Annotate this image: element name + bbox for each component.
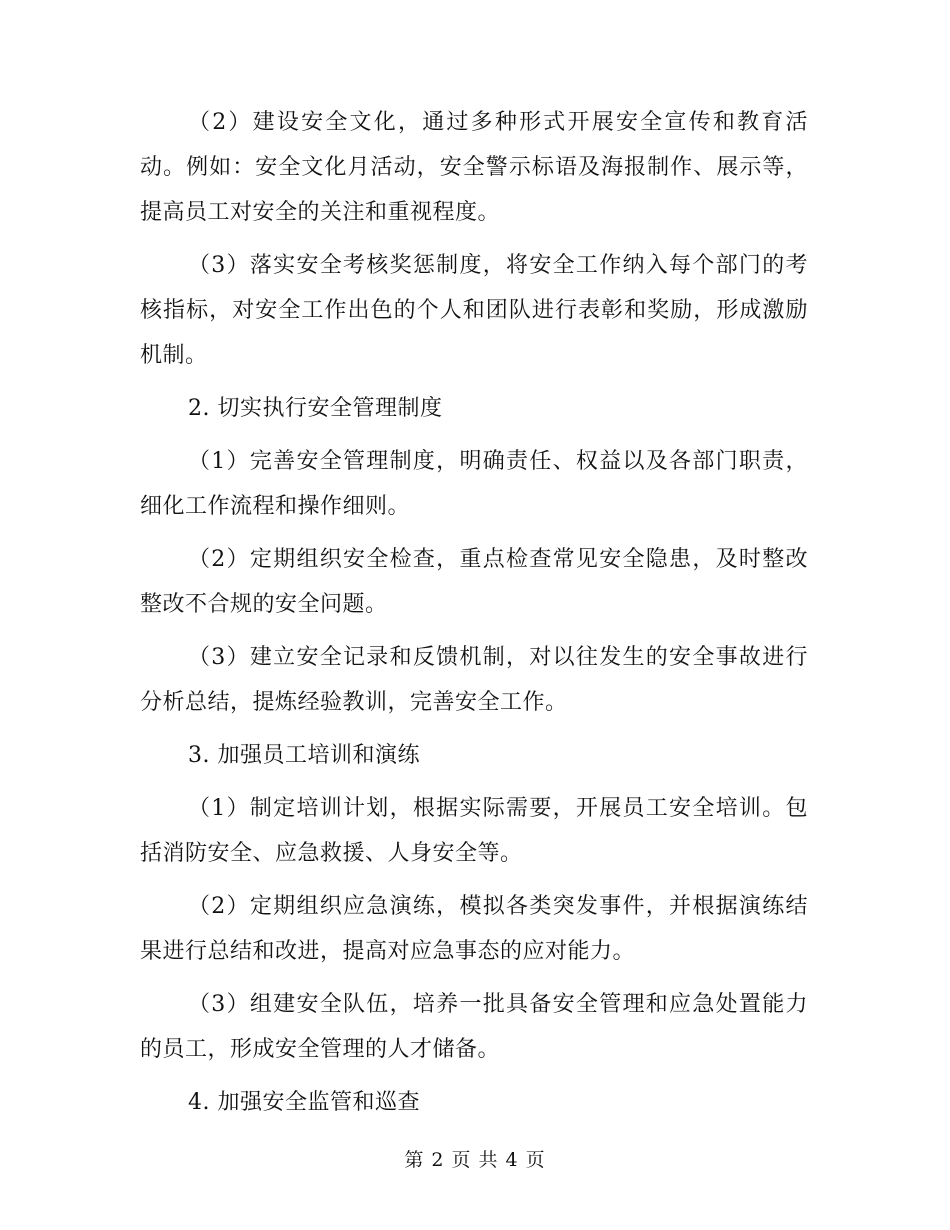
page-number-footer: 第 2 页 共 4 页 [404,1149,546,1171]
section-heading-3: 3. 加强员工培训和演练 [188,743,420,768]
paragraph-culture: （2）建设安全文化，通过多种形式开展安全宣传和教育活动。例如：安全文化月活动，安全警示标语及海报制作、展示等，提高员工对安全的关注和重视程度。 [140,110,808,225]
paragraph-assessment: （3）落实安全考核奖惩制度，将安全工作纳入每个部门的考核指标，对安全工作出色的个人和团队进行表彰和奖励，形成激励机制。 [140,253,808,368]
paragraph-inspection: （2）定期组织安全检查，重点检查常见安全隐患，及时整改整改不合规的安全问题。 [140,547,808,617]
document-body [140,100,808,1133]
paragraph-safety-team: （3）组建安全队伍，培养一批具备安全管理和应急处置能力的员工，形成安全管理的人才储备。 [140,992,808,1062]
paragraph-drills: （2）定期组织应急演练，模拟各类突发事件，并根据演练结果进行总结和改进，提高对应急事态的应对能力。 [140,894,808,964]
paragraph-improve-system: （1）完善安全管理制度，明确责任、权益以及各部门职责，细化工作流程和操作细则。 [140,449,808,519]
paragraph-records: （3）建立安全记录和反馈机制，对以往发生的安全事故进行分析总结，提炼经验教训，完善安全工作。 [140,645,808,715]
paragraph-training-plan: （1）制定培训计划，根据实际需要，开展员工安全培训。包括消防安全、应急救援、人身安全等。 [140,796,808,866]
section-heading-2: 2. 切实执行安全管理制度 [188,396,443,421]
section-heading-4: 4. 加强安全监管和巡查 [188,1090,420,1115]
